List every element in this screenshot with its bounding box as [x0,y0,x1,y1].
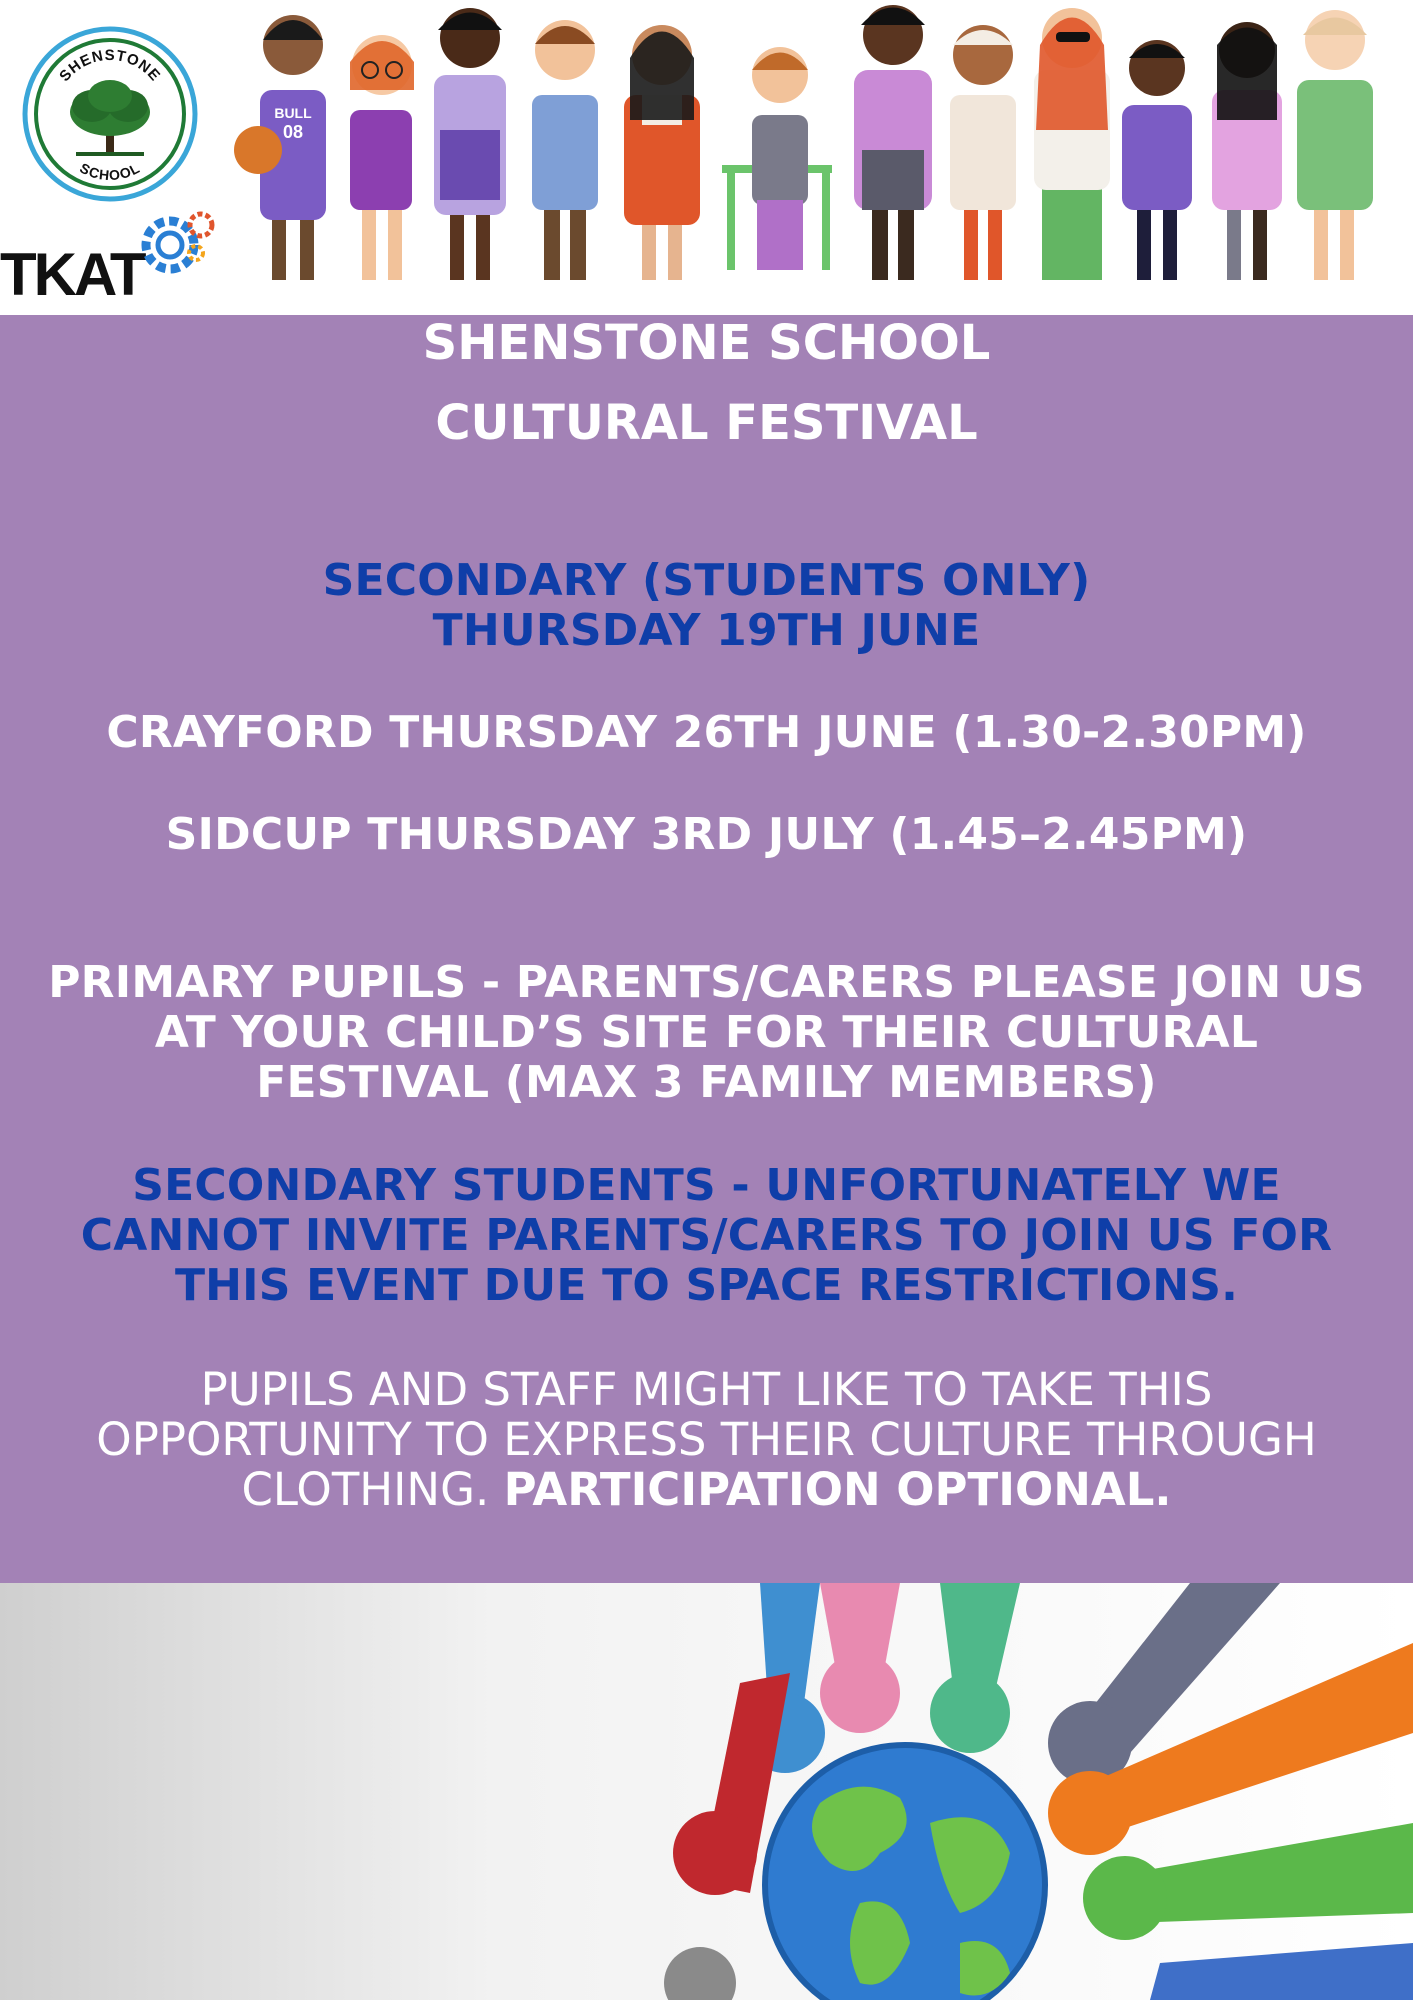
secondary-date: THURSDAY 19TH JUNE [432,605,981,656]
logo-area [0,0,222,315]
secondary-notice-line-1: SECONDARY STUDENTS - UNFORTUNATELY WE [132,1160,1281,1211]
clothing-notice-line-1: PUPILS AND STAFF MIGHT LIKE TO TAKE THIS [200,1363,1213,1416]
clothing-notice-line-2: OPPORTUNITY TO EXPRESS THEIR CULTURE THROUGH [96,1413,1317,1466]
clothing-notice-text: CLOTHING. [241,1463,504,1516]
secondary-heading: SECONDARY (STUDENTS ONLY) [322,555,1091,606]
title-line-2: CULTURAL FESTIVAL [435,395,978,451]
primary-notice-line-3: FESTIVAL (MAX 3 FAMILY MEMBERS) [256,1057,1157,1108]
crayford-date: CRAYFORD THURSDAY 26TH JUNE (1.30-2.30PM) [106,707,1307,758]
tkat-logo-text: TKAT [0,241,144,305]
shirt-number: 08 [282,122,304,142]
announcement-panel [0,315,1413,1583]
school-logo-bottom-text: SCHOOL [77,159,143,184]
clothing-notice-line-3 [0,1463,1413,1516]
title-line-1: SHENSTONE SCHOOL [422,315,991,371]
sidcup-date: SIDCUP THURSDAY 3RD JULY (1.45–2.45PM) [165,809,1248,860]
primary-notice-line-1: PRIMARY PUPILS - PARENTS/CARERS PLEASE JOIN US [48,957,1365,1008]
hands-globe-illustration [0,1583,1413,2000]
header [0,0,1413,315]
secondary-notice-line-2: CANNOT INVITE PARENTS/CARERS TO JOIN US FOR [80,1210,1333,1261]
school-logo [22,26,198,202]
gear-icon [146,221,194,269]
school-logo-top-text: SHENSTONE [56,46,164,85]
primary-notice-line-2: AT YOUR CHILD’S SITE FOR THEIR CULTURAL [154,1007,1259,1058]
globe-icon [765,1745,1045,2000]
secondary-notice-line-3: THIS EVENT DUE TO SPACE RESTRICTIONS. [174,1260,1239,1311]
participation-optional: PARTICIPATION OPTIONAL. [503,1463,1172,1516]
children-illustration [222,0,1413,315]
tkat-logo [0,205,222,305]
shirt-text: BULL [274,105,312,121]
